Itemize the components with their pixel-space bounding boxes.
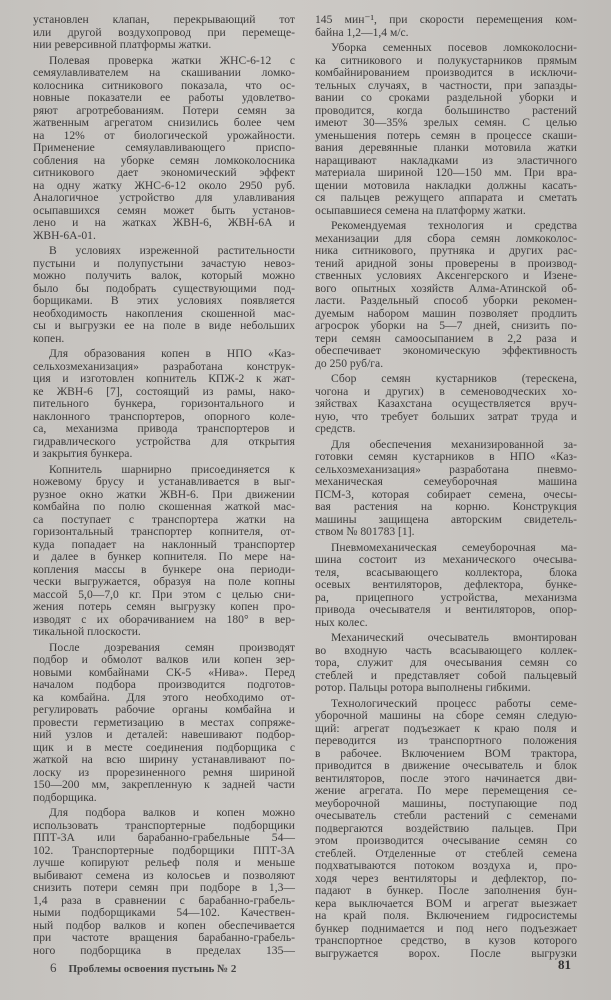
text-line: горизонтальный транспортер копнителя, от- — [33, 525, 295, 538]
text-line: вая растения на корню. Конструкция — [315, 500, 577, 513]
paragraph — [315, 220, 577, 370]
text-line: ротор. Пальцы ротора выполнены гибкими. — [315, 681, 531, 694]
text-line: тельных случаях, в частности, при запазды- — [315, 78, 577, 92]
text-line: Механический очесыватель вмонтирован — [331, 631, 577, 644]
text-line: ся пальцев режущего аппарата и сметать — [315, 191, 577, 204]
text-line: средств. — [315, 422, 356, 435]
text-line: во входную часть всасывающего коллек- — [315, 643, 577, 657]
text-line: до 250 руб/га. — [315, 356, 384, 370]
text-line: осевых вентиляторов, дефлектора, бунке- — [315, 578, 577, 591]
text-line: ственных условиях Аксенгерского и Изене- — [315, 269, 577, 282]
text-line: ППТ-3А или барабанно-грабельные 54— — [33, 831, 295, 844]
text-line: транспортное средство, в кузов которого — [315, 934, 577, 947]
text-line: массой 5,0—7,0 кг. При этом с целью сни- — [33, 587, 295, 601]
text-line: жения потерь семян выгрузку копен про- — [33, 600, 295, 613]
text-line: ного подборщика в пределах 135— — [33, 943, 295, 957]
text-line: чески выгружается, образуя на поле копны — [33, 575, 295, 588]
text-line: сельхозмеханизация» разработана пневмо- — [315, 462, 577, 476]
text-line: привода очесывателя и вентиляторов, опор- — [315, 603, 577, 616]
text-line: использовать транспортерные подборщики — [33, 818, 295, 832]
text-line: сельхозмеханизация» разработана конструк- — [33, 359, 295, 373]
text-line: ра, прицепного устройства, механизма — [315, 590, 577, 604]
text-line: шина состоит из механического очесыва- — [315, 553, 577, 566]
text-line: ством № 801783 [1]. — [315, 525, 415, 538]
text-line: 150—200 мм, закрепленную к задней части — [33, 778, 295, 791]
text-line: при частоте вращения барабанно-грабель- — [33, 931, 295, 944]
text-line: копления массы в бункере она периоди- — [33, 562, 295, 576]
text-line: Технологический процесс работы семе- — [331, 696, 577, 710]
text-line: агросрок уборки на 5—7 дней, снизить по- — [315, 319, 577, 332]
text-line: дуемым набором машин позволяет продлить — [315, 306, 577, 320]
text-line: или другой воздухопровод при перемеще- — [33, 25, 295, 39]
text-line: проводится, когда большинство растений — [315, 103, 577, 117]
text-line: изводят с их оборачиванием на 180° в вер- — [33, 612, 295, 626]
text-line: механическая семеуборочная машина — [315, 475, 577, 488]
text-line: тери семян самоосыпанием в 2,2 раза и — [315, 331, 577, 345]
text-line: необходимость накопления скошенной мас- — [33, 306, 295, 320]
paragraph — [315, 14, 577, 39]
text-line: подборщика. — [33, 790, 97, 804]
text-line: в рабочее. Включением ВОМ трактора, — [315, 746, 577, 760]
text-line: подвергаются воздействию пальцев. При — [315, 821, 577, 835]
text-line: осыпавшихся семян может быть установ- — [33, 203, 295, 217]
text-line: жатвенным агрегатом снизились более чем — [33, 116, 295, 129]
text-line: чогона и других) в семеноводческих хо- — [315, 384, 577, 398]
text-line: на одну жатку ЖНС-6-12 около 2950 руб. — [33, 178, 295, 192]
text-line: байна 1,2—1,4 м/с. — [315, 25, 409, 39]
text-line: вого опытных хозяйств Алма-Атинской об- — [315, 281, 577, 295]
text-line: новыми комбайнами СК-5 «Нива». Перед — [33, 665, 295, 679]
paragraph — [315, 373, 577, 436]
text-line: семяулавливателем на скашивании ломко- — [33, 66, 295, 79]
text-line: очесыватель стебли растений с семенами — [315, 809, 577, 822]
text-line: рузное окно жатки ЖВН-6. При движении — [33, 487, 295, 501]
text-line: уборочной машины на сборе семян следую- — [315, 709, 577, 722]
text-line: щик и в месте соединения подборщика с — [33, 740, 295, 754]
text-line: подхватываются потоком воздуха и, про- — [315, 859, 577, 872]
text-line: и закрытия бункера. — [33, 447, 133, 460]
text-line: ходя через вентиляторы и дефлектор, по- — [315, 871, 577, 885]
text-line: этом производится очесывание семян со — [315, 834, 577, 847]
text-line: нии реверсивной платформы жатки. — [33, 38, 212, 51]
text-line: приводится в движение очесыватель и блок — [315, 759, 577, 772]
text-line: провести герметизацию в местах сопряже- — [33, 715, 295, 729]
text-line: уменьшения потерь семян в процессе скаши- — [315, 128, 577, 142]
text-line: пительного бункера, горизонтального и — [33, 397, 295, 410]
paragraph — [33, 14, 295, 52]
text-line: сы и выгрузки ее на поле в виде небольших — [33, 319, 295, 332]
text-line: ряют агротребованиям. Потери семян за — [33, 103, 295, 117]
text-line: собления на уборке семян ломкоколосника — [33, 153, 295, 167]
text-line: Применение семяулавливающего приспо- — [33, 141, 295, 154]
text-line: ний узлов и деталей: навешивают подбор- — [33, 728, 295, 741]
text-line: копен. — [33, 331, 65, 345]
text-line: выгружается ворох. После выгрузки — [315, 946, 577, 960]
text-line: гидравлического устройства для открытия — [33, 434, 295, 448]
text-line: са, механизма привода транспортеров и — [33, 422, 295, 435]
text-line: зяйствах Казахстана осуществляется вруч- — [315, 397, 577, 410]
text-line: бункер поднимается и под него подъезжает — [315, 921, 577, 935]
text-line: наращивают накладками из эластичного — [315, 153, 577, 167]
text-line: ЖВН-6А-01. — [33, 228, 96, 242]
text-line: ный подбор валков и копен обеспечивается — [33, 918, 295, 932]
text-line: началом подбора производится подготов- — [33, 678, 295, 691]
text-line: материала шириной 120—150 мм. При вра- — [315, 166, 577, 179]
text-line: 1,4 раза в сравнении с барабанно-грабель- — [33, 893, 295, 907]
text-line: тений аридной зоны проверены в производ- — [315, 256, 577, 270]
text-line: переводится из транспортного положения — [315, 734, 577, 747]
text-line: было бы подобрать существующими под- — [33, 281, 295, 295]
text-line: жаткой на всю ширину устанавливают по- — [33, 753, 295, 766]
footer-signature-number: 6 — [50, 960, 57, 975]
text-line: ситникового дает экономический эффект — [33, 166, 295, 179]
text-line: готовки семян кустарников в НПО «Каз- — [315, 450, 577, 463]
text-line: можно получить валок, который можно — [33, 269, 295, 282]
text-line: механизации для сбора семян ломкоколос- — [315, 231, 577, 245]
text-line: ными подборщиками 54—102. Качествен- — [33, 906, 295, 919]
text-line: Уборка семенных посевов ломкоколосни- — [331, 41, 577, 54]
text-line: выбивают семена из колосьев и позволяют — [33, 868, 295, 882]
journal-title: Проблемы освоения пустынь № 2 — [68, 963, 237, 975]
text-line: ка комбайна. Для этого необходимо от- — [33, 690, 295, 704]
text-line: ника ситникового, прутняка и других рас- — [315, 244, 577, 257]
text-line: Аналогичное устройство для улавливания — [33, 191, 295, 204]
text-line: стеблей и представляет собой пальцевый — [315, 668, 577, 682]
text-line: лучше копируют рельеф поля и меньше — [33, 856, 295, 869]
text-line: борщиками. В этих условиях появляется — [33, 294, 295, 307]
text-line: лено и на жатках ЖВН-6, ЖВН-6А и — [33, 216, 295, 229]
text-line: пустыни и полупустыни зачастую невоз- — [33, 256, 295, 270]
text-line: лоску из прорезиненного ремня шириной — [33, 765, 295, 779]
text-line: вания деревянные планки мотовила жатки — [315, 141, 577, 154]
text-line: 102. Транспортерные подборщики ППТ-3А — [33, 843, 295, 857]
text-line: кера выключается ВОМ и агрегат выезжает — [315, 896, 577, 910]
text-line: снизить потери семян при подборе в 1,3— — [33, 881, 295, 894]
right-text-column — [315, 14, 577, 963]
text-line: ную, что требует больших затрат труда и — [315, 409, 577, 423]
text-line: са поступает с транспортера жатки на — [33, 512, 295, 526]
text-line: щий: агрегат подъезжает к краю поля и — [315, 721, 577, 735]
text-line: Сбор семян кустарников (терескена, — [331, 372, 577, 385]
text-line: тикальной плоскости. — [33, 625, 141, 638]
left-text-column — [33, 14, 295, 960]
text-line: вентиляторов, после этого начинается дви- — [315, 771, 577, 785]
text-line: новные показатели ее работы удовлетво- — [33, 91, 295, 104]
text-line: ных колес. — [315, 615, 368, 629]
text-line: обеспечивает экономическую эффективность — [315, 344, 577, 357]
text-line: регулировать рабочие органы комбайна и — [33, 703, 295, 716]
text-line: Для обеспечения механизированной за- — [331, 437, 577, 451]
paragraph — [315, 632, 577, 695]
paragraph — [315, 439, 577, 539]
text-line: ке ЖВН-6 [7], состоящий из рамы, нако- — [33, 384, 295, 398]
text-line: ножевому брусу и устанавливается в выг- — [33, 475, 295, 488]
text-line: машины защищена авторским свидетель- — [315, 512, 577, 526]
paragraph — [33, 642, 295, 805]
text-line: осыпавшиеся семена на платформу жатки. — [315, 203, 526, 217]
page-number: 81 — [558, 957, 571, 972]
text-line: В условиях изреженной растительности — [49, 244, 295, 257]
paragraph — [33, 348, 295, 461]
text-line: меуборочной машины, поступающие под — [315, 796, 577, 810]
text-line: падают в бункер. После заполнения бун- — [315, 884, 577, 897]
text-line: вании со сроками раздельной уборки и — [315, 91, 577, 104]
text-line: на 12% от биологической урожайности. — [33, 128, 295, 142]
text-line: тора, служит для очесывания семян со — [315, 656, 577, 669]
text-line: имеют 30—35% зрелых семян. С целью — [315, 116, 577, 129]
text-line: комбайнированием производится в исключи- — [315, 66, 577, 79]
paragraph — [33, 55, 295, 243]
text-line: Копнитель шарнирно присоединяется к — [49, 462, 295, 476]
text-line: куда попадает на наклонный транспортер — [33, 537, 295, 551]
text-line: ласти. Раздельный способ уборки рекомен- — [315, 294, 577, 307]
paragraph — [315, 542, 577, 630]
text-line: Для подбора валков и копен можно — [49, 806, 295, 819]
text-line: ПСМ-3, которая собирает семена, очесы- — [315, 487, 577, 501]
text-line: стеблей. Отделенные от стеблей семена — [315, 846, 577, 860]
text-line: щении мотовила накладки должны касать- — [315, 178, 577, 192]
paragraph — [33, 464, 295, 639]
text-line: жение агрегата. По мере перемещения се- — [315, 784, 577, 797]
text-line: Пневмомеханическая семеуборочная ма- — [331, 540, 577, 554]
text-line: Рекомендуемая технология и средства — [331, 219, 577, 232]
text-line: установлен клапан, перекрывающий тот — [33, 13, 295, 26]
text-line: После дозревания семян производят — [49, 640, 295, 654]
text-line: ция и изготовлен копнитель КПЖ-2 к жат- — [33, 372, 295, 385]
text-line: и далее в бункер копнителя. По мере на- — [33, 550, 295, 563]
text-line: подбор и обмолот валков или копен зер- — [33, 653, 295, 666]
text-line: на край поля. Включением гидросистемы — [315, 909, 577, 922]
text-line: теля, всасывающего коллектора, блока — [315, 565, 577, 579]
running-footer — [50, 960, 236, 976]
paragraph — [315, 698, 577, 961]
paragraph — [315, 42, 577, 217]
text-line: 145 мин⁻¹, при скорости перемещения ком- — [315, 13, 577, 26]
text-line: Полевая проверка жатки ЖНС-6-12 с — [49, 53, 295, 67]
text-line: Для образования копен в НПО «Каз- — [49, 347, 295, 360]
text-line: наклонного транспортеров, опорного коле- — [33, 409, 295, 423]
text-line: колосника ситникового показала, что ос- — [33, 78, 295, 92]
text-line: ка ситникового и полукустарников прямым — [315, 53, 577, 67]
paragraph — [33, 245, 295, 345]
paragraph — [33, 807, 295, 957]
text-line: комбайна по полю скошенная жаткой мас- — [33, 500, 295, 513]
